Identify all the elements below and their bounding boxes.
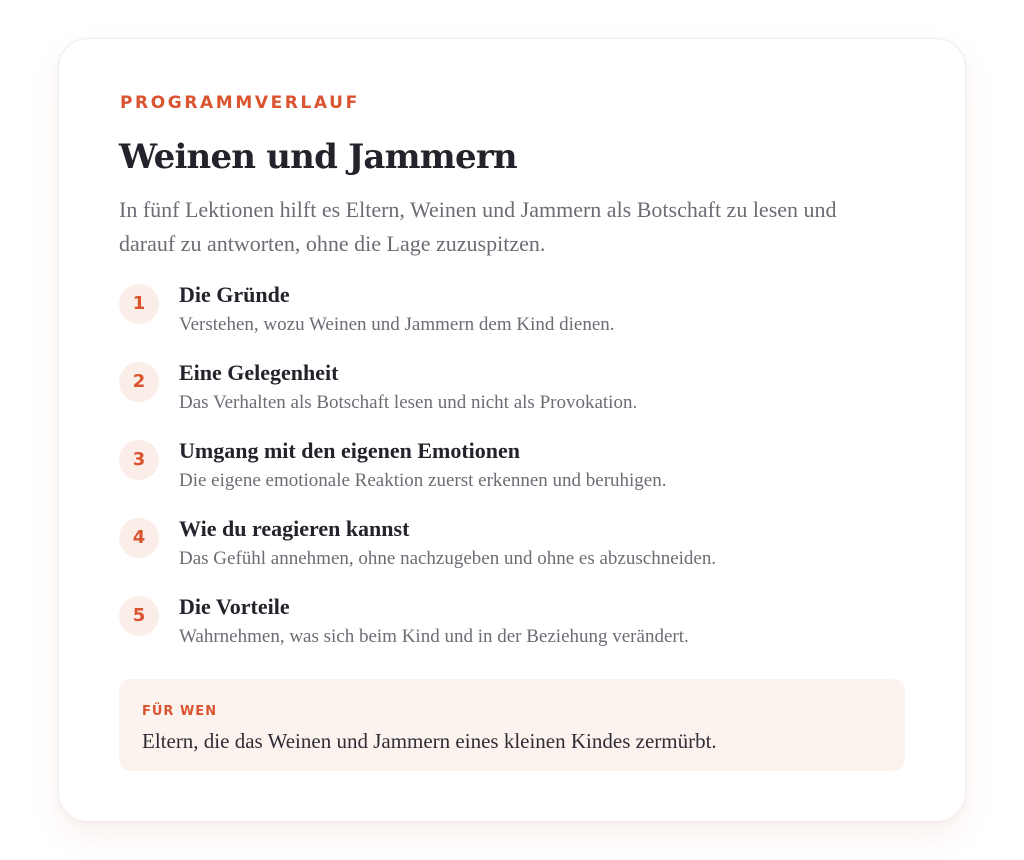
lesson-number-badge: 5 — [119, 596, 159, 636]
lesson-description: Das Gefühl annehmen, ohne nachzugeben und ohne es abzuschneiden. — [179, 548, 717, 569]
lesson-description: Die eigene emotionale Reaktion zuerst erkennen und beruhigen. — [179, 470, 667, 491]
lesson-number-badge: 3 — [119, 440, 159, 480]
lesson-number-badge: 2 — [119, 362, 159, 402]
audience-label: FÜR WEN — [142, 704, 218, 719]
lesson-number-badge: 4 — [119, 518, 159, 558]
section-eyebrow: PROGRAMMVERLAUF — [120, 93, 360, 113]
program-intro: In fünf Lektionen hilft es Eltern, Weinen und Jammern als Botschaft zu lesen und darauf zu antworten, ohne die Lage zuzuspitzen. — [119, 197, 837, 256]
program-card — [58, 38, 966, 822]
lesson-item-2 — [119, 362, 909, 440]
lesson-title: Die Vorteile — [179, 594, 290, 619]
lesson-number-badge: 1 — [119, 284, 159, 324]
lesson-item-1 — [119, 284, 909, 362]
lesson-description: Das Verhalten als Botschaft lesen und nicht als Provokation. — [179, 392, 638, 413]
lesson-item-3 — [119, 440, 909, 518]
lesson-item-5 — [119, 596, 909, 674]
lesson-title: Die Gründe — [179, 282, 290, 307]
lesson-description: Verstehen, wozu Weinen und Jammern dem Kind dienen. — [179, 314, 615, 335]
lesson-description: Wahrnehmen, was sich beim Kind und in der Beziehung verändert. — [179, 626, 689, 647]
lesson-list — [119, 284, 909, 674]
audience-box — [119, 679, 905, 771]
lesson-item-4 — [119, 518, 909, 596]
program-title: Weinen und Jammern — [119, 137, 517, 177]
lesson-title: Umgang mit den eigenen Emotionen — [179, 438, 520, 463]
audience-text: Eltern, die das Weinen und Jammern eines kleinen Kindes zermürbt. — [142, 729, 717, 753]
lesson-title: Wie du reagieren kannst — [179, 516, 410, 541]
lesson-title: Eine Gelegenheit — [179, 360, 339, 385]
